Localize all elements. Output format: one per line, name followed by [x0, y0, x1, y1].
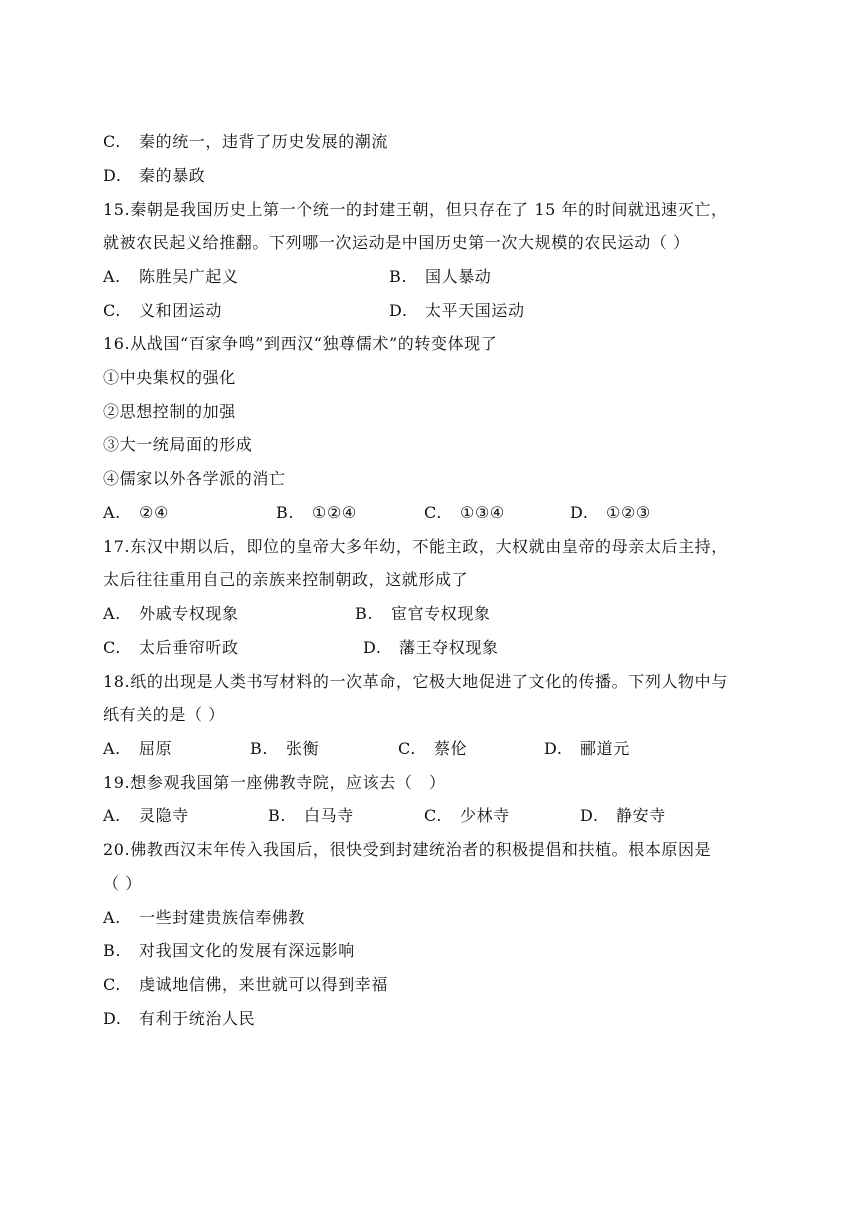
q16-option-b	[276, 503, 357, 523]
q15-stem-line2: 就被农民起义给推翻。下列哪一次运动是中国历史第一次大规模的农民运动（ ）	[103, 233, 690, 252]
option-text: ①②④	[312, 503, 357, 522]
q19-option-b	[268, 806, 354, 826]
q17-option-a	[103, 604, 239, 624]
option-text: 郦道元	[580, 739, 630, 758]
q17-option-c	[103, 638, 239, 658]
option-letter: D.	[103, 1009, 122, 1028]
option-text: 一些封建贵族信奉佛教	[139, 908, 306, 927]
q18-option-b	[250, 739, 319, 759]
option-letter: D.	[580, 806, 599, 825]
q17-stem-line2: 太后往往重用自己的亲族来控制朝政，这就形成了	[103, 570, 469, 589]
option-text: 白马寺	[304, 806, 354, 825]
q15-stem-line1: 15.秦朝是我国历史上第一个统一的封建王朝，但只存在了 15 年的时间就迅速灭亡，	[103, 200, 728, 219]
option-text: 宦官专权现象	[391, 604, 491, 623]
option-text: 藩王夺权现象	[399, 638, 499, 657]
option-letter: D.	[389, 301, 408, 320]
option-text: 陈胜吴广起义	[139, 267, 239, 286]
option-text: 张衡	[286, 739, 320, 758]
option-text: 外戚专权现象	[139, 604, 239, 623]
q17-option-b	[355, 604, 491, 624]
q19-option-a	[103, 806, 189, 826]
option-text: 义和团运动	[139, 301, 223, 320]
option-letter: C.	[103, 301, 121, 320]
q15-option-d	[389, 301, 525, 321]
q18-stem-line1: 18.纸的出现是人类书写材料的一次革命，它极大地促进了文化的传播。下列人物中与	[103, 672, 728, 691]
option-text: 太平天国运动	[425, 301, 525, 320]
q16-item-2: ②思想控制的加强	[103, 402, 236, 421]
option-text: 灵隐寺	[139, 806, 189, 825]
q16-option-c	[424, 503, 505, 523]
q17-option-d	[363, 638, 499, 658]
q20-option-a	[103, 908, 305, 928]
option-letter: A.	[103, 739, 121, 758]
option-letter: D.	[544, 739, 563, 758]
option-letter: B.	[389, 267, 408, 286]
q19-option-c	[424, 806, 510, 826]
option-text: ②④	[139, 503, 169, 522]
option-letter: B.	[103, 941, 122, 960]
option-letter: A.	[103, 908, 121, 927]
option-letter: A.	[103, 503, 121, 522]
q20-stem-line2: （ ）	[103, 874, 142, 893]
q18-stem-line2: 纸有关的是（ ）	[103, 705, 225, 724]
q20-option-b	[103, 941, 355, 961]
option-letter: C.	[103, 638, 121, 657]
option-letter: D.	[570, 503, 589, 522]
option-text: ①②③	[606, 503, 651, 522]
q20-stem-line1: 20.佛教西汉末年传入我国后，很快受到封建统治者的积极提倡和扶植。根本原因是	[103, 840, 712, 859]
option-text: 有利于统治人民	[139, 1009, 256, 1028]
q20-option-d	[103, 1009, 255, 1029]
q20-option-c	[103, 975, 388, 995]
option-text: 秦的统一，违背了历史发展的潮流	[139, 132, 389, 151]
q15-option-a	[103, 267, 239, 287]
option-letter: B.	[268, 806, 287, 825]
option-letter: C.	[424, 503, 442, 522]
q16-item-3: ③大一统局面的形成	[103, 435, 253, 454]
option-letter: B.	[250, 739, 269, 758]
q18-option-a	[103, 739, 172, 759]
option-text: 对我国文化的发展有深远影响	[139, 941, 355, 960]
option-letter: C.	[424, 806, 442, 825]
option-letter: C.	[103, 975, 121, 994]
option-text: 太后垂帘听政	[139, 638, 239, 657]
q15-option-b	[389, 267, 491, 287]
option-text: 少林寺	[460, 806, 510, 825]
option-text: 蔡伦	[434, 739, 468, 758]
option-letter: A.	[103, 806, 121, 825]
option-text: 国人暴动	[425, 267, 492, 286]
option-text: ①③④	[460, 503, 505, 522]
q16-stem: 16.从战国“百家争鸣”到西汉“独尊儒术”的转变体现了	[103, 334, 498, 353]
option-text: 秦的暴政	[139, 166, 206, 185]
option-letter: D.	[363, 638, 382, 657]
q16-item-1: ①中央集权的强化	[103, 368, 236, 387]
q16-item-4: ④儒家以外各学派的消亡	[103, 469, 286, 488]
option-letter: B.	[355, 604, 374, 623]
q18-option-c	[398, 739, 467, 759]
q16-option-d	[570, 503, 651, 523]
q15-option-c	[103, 301, 222, 321]
q19-option-d	[580, 806, 666, 826]
option-letter: C.	[103, 132, 121, 151]
option-text: 虔诚地信佛，来世就可以得到幸福	[139, 975, 389, 994]
q18-option-d	[544, 739, 630, 759]
q19-stem: 19.想参观我国第一座佛教寺院，应该去（ ）	[103, 773, 446, 792]
q17-stem-line1: 17.东汉中期以后，即位的皇帝大多年幼，不能主政，大权就由皇帝的母亲太后主持，	[103, 537, 728, 556]
option-letter: C.	[398, 739, 416, 758]
option-letter: B.	[276, 503, 295, 522]
q14-option-c	[103, 132, 388, 152]
option-text: 静安寺	[616, 806, 666, 825]
q16-option-a	[103, 503, 169, 523]
option-letter: A.	[103, 267, 121, 286]
option-letter: D.	[103, 166, 122, 185]
option-text: 屈原	[139, 739, 173, 758]
q14-option-d	[103, 166, 205, 186]
option-letter: A.	[103, 604, 121, 623]
